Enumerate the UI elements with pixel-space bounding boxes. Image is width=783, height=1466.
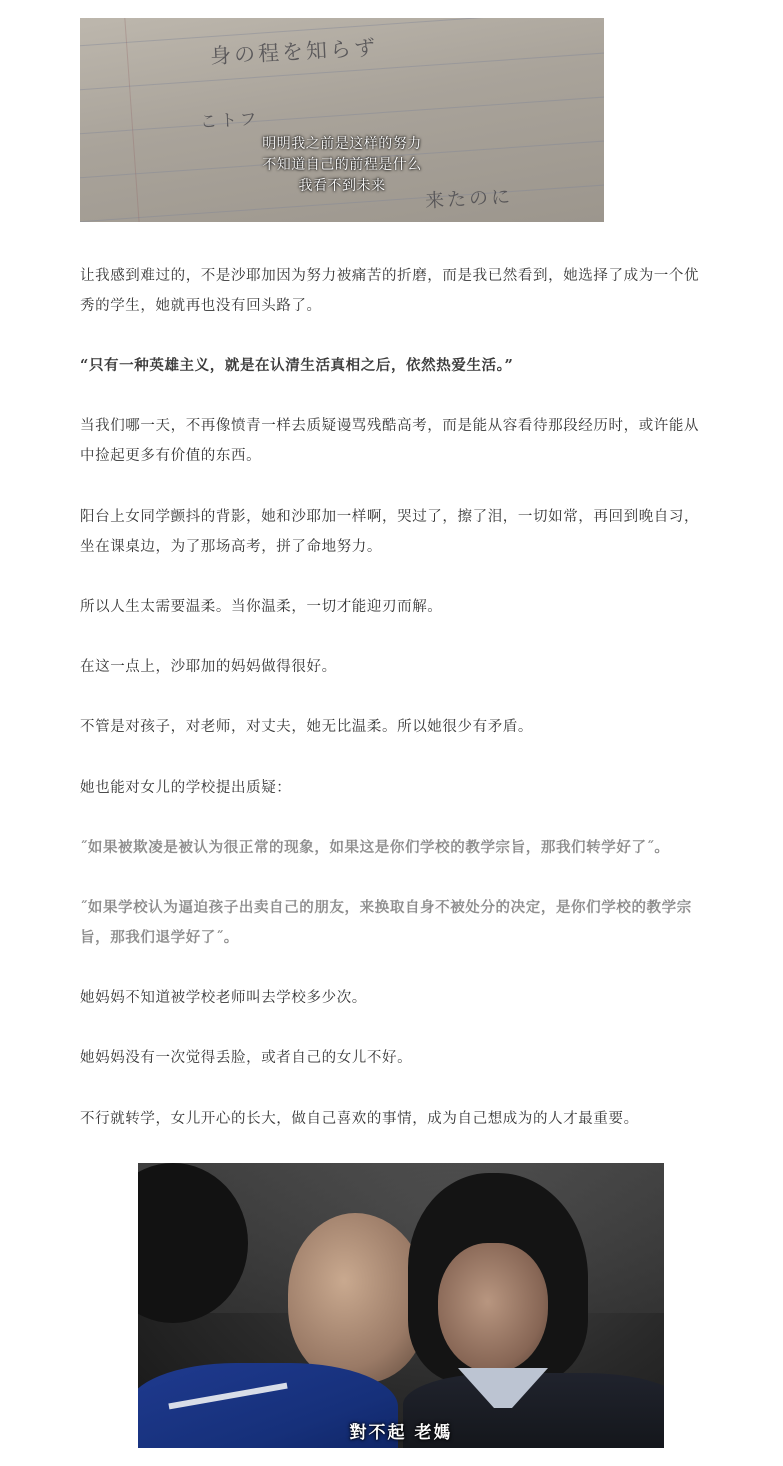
handwriting-line-2: こトフ — [199, 109, 261, 133]
video-subtitles — [80, 134, 604, 197]
daughter-face-shape — [438, 1243, 548, 1373]
subtitle-line-3: 我看不到未来 — [298, 178, 386, 194]
mother-quote-2-line-2: 旨，那我们退学好了˝。 — [80, 929, 239, 946]
paragraph-9: 她妈妈不知道被学校老师叫去学校多少次。 — [80, 990, 367, 1006]
subtitle-line-2: 不知道自己的前程是什么 — [262, 157, 422, 173]
paragraph-11: 不行就转学，女儿开心的长大，做自己喜欢的事情，成为自己想成为的人才最重要。 — [80, 1111, 639, 1127]
notebook-still-image — [80, 18, 604, 222]
subtitle-line-1: 明明我之前是这样的努力 — [262, 136, 422, 152]
paragraph-5: 所以人生太需要温柔。当你温柔，一切才能迎刃而解。 — [80, 599, 443, 615]
paragraph-7: 不管是对孩子，对老师，对丈夫，她无比温柔。所以她很少有矛盾。 — [80, 719, 533, 735]
rain-scene-still-image — [138, 1163, 664, 1448]
mother-quote-2-line-1: ˝如果学校认为逼迫孩子出卖自己的朋友，来换取自身不被处分的决定，是你们学校的教学宗 — [80, 899, 692, 916]
paragraph-1-line-1: 让我感到难过的，不是沙耶加因为努力被痛苦的折磨，而是我已然看到，她选择了成为一个优 — [80, 268, 700, 284]
paragraph-4-line-1: 阳台上女同学颤抖的背影，她和沙耶加一样啊，哭过了，擦了泪，一切如常，再回到晚自习， — [80, 509, 700, 525]
mother-face-shape — [288, 1213, 428, 1383]
heroism-quote: “只有一种英雄主义，就是在认清生活真相之后，依然热爱生活。” — [80, 357, 514, 374]
paragraph-4-line-2: 坐在课桌边，为了那场高考，拼了命地努力。 — [80, 539, 382, 555]
mother-quote-1: ˝如果被欺凌是被认为很正常的现象，如果这是你们学校的教学宗旨，那我们转学好了˝。 — [80, 839, 670, 856]
handwriting-line-1: 身の程を知らず — [209, 35, 379, 69]
handwriting-line-3: 来たのに — [424, 185, 514, 213]
paragraph-10: 她妈妈没有一次觉得丢脸，或者自己的女儿不好。 — [80, 1050, 413, 1066]
paragraph-3-line-2: 中捡起更多有价值的东西。 — [80, 448, 262, 464]
paragraph-8: 她也能对女儿的学校提出质疑： — [80, 780, 292, 796]
video-subtitle-bottom: 對不起 老媽 — [349, 1423, 453, 1443]
paragraph-3-line-1: 当我们哪一天，不再像愤青一样去质疑谩骂残酷高考，而是能从容看待那段经历时，或许能从 — [80, 418, 700, 434]
paragraph-1-line-2: 秀的学生，她就再也没有回头路了。 — [80, 298, 322, 314]
notebook-rule-line — [80, 91, 604, 137]
paragraph-6: 在这一点上，沙耶加的妈妈做得很好。 — [80, 659, 337, 675]
